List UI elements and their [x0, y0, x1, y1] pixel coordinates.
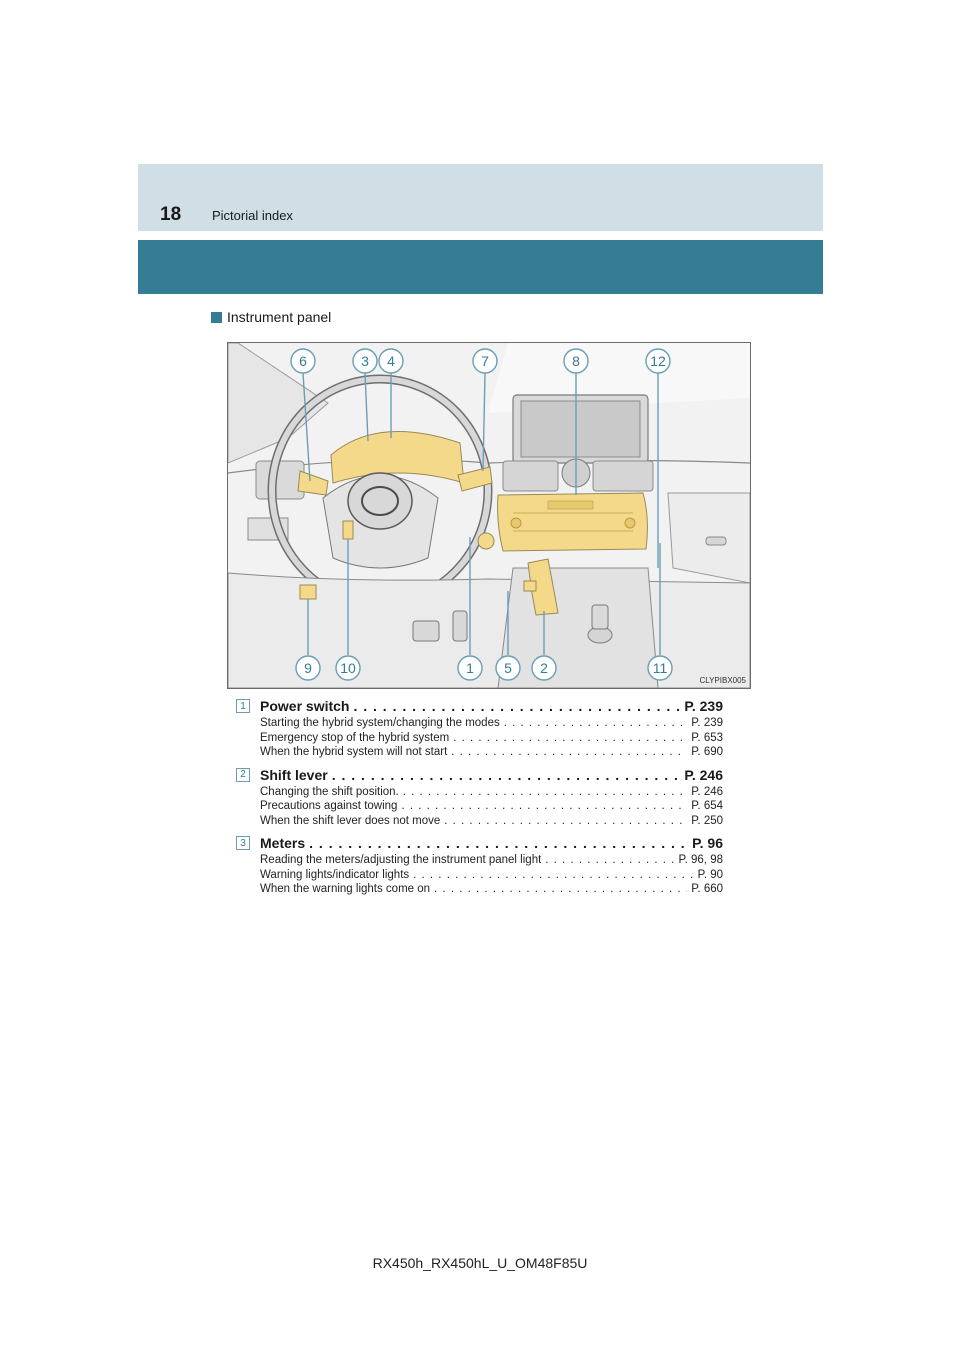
entry-page-ref[interactable]: P. 96 [692, 835, 723, 851]
entry-heading[interactable] [260, 834, 723, 853]
sub-entry[interactable] [260, 745, 723, 760]
sub-entry-label: Reading the meters/adjusting the instrument panel light [260, 854, 542, 866]
sub-entry-label: Starting the hybrid system/changing the modes [260, 717, 500, 729]
dashboard-drawing [228, 343, 750, 688]
figure-code: CLYPIBX005 [699, 676, 746, 685]
sub-entry-label: Emergency stop of the hybrid system [260, 731, 450, 744]
leader-dots [434, 882, 687, 897]
callout-label: 6 [299, 353, 307, 369]
sub-entry-label: When the warning lights come on [260, 883, 431, 895]
callout-label: 7 [481, 353, 489, 369]
sub-entry[interactable] [260, 814, 723, 829]
callout-label: 3 [361, 353, 369, 369]
leader-dots [444, 814, 687, 829]
leader-dots [451, 745, 687, 760]
sub-entry[interactable] [260, 853, 723, 868]
leader-dots [453, 731, 687, 746]
entry-heading[interactable] [260, 697, 723, 716]
leader-dots [353, 697, 680, 716]
leader-dots [332, 766, 681, 785]
sub-entry[interactable] [260, 785, 723, 800]
entry-heading[interactable] [260, 766, 723, 785]
sub-entry-label: When the hybrid system will not start [260, 746, 448, 758]
square-bullet-icon [211, 312, 222, 323]
subsection-heading [211, 309, 331, 325]
callout-label: 9 [304, 660, 312, 676]
leader-dots [403, 785, 688, 800]
sub-entry[interactable] [260, 882, 723, 897]
callout-label: 1 [466, 660, 474, 676]
leader-dots [504, 716, 688, 731]
index-entry [236, 834, 723, 897]
sub-entry-label: Precautions against towing [260, 800, 398, 812]
leader-dots [401, 799, 687, 814]
title-band [138, 240, 823, 294]
index-entry [236, 697, 723, 760]
callout-label: 12 [650, 353, 666, 369]
index-entry [236, 766, 723, 829]
sub-entry[interactable] [260, 731, 723, 746]
entry-label: Power switch [260, 698, 350, 714]
sub-entry-label: Changing the shift position. [260, 785, 399, 798]
callout-label: 2 [540, 660, 548, 676]
callout-label: 5 [504, 660, 512, 676]
section-title: Pictorial index [212, 208, 293, 223]
entry-number: 2 [236, 768, 250, 782]
sub-entry[interactable] [260, 868, 723, 883]
entry-number: 1 [236, 699, 250, 713]
sub-entry-label: Warning lights/indicator lights [260, 868, 410, 881]
entry-label: Meters [260, 835, 306, 851]
entry-number: 3 [236, 836, 250, 850]
sub-entry[interactable] [260, 799, 723, 814]
callout-label: 4 [387, 353, 395, 369]
sub-entry-page-ref[interactable]: P. 250 [691, 814, 723, 827]
sub-entry-label: When the shift lever does not move [260, 814, 441, 827]
instrument-panel-illustration [227, 342, 751, 689]
subsection-title: Instrument panel [227, 309, 332, 325]
sub-entry[interactable] [260, 716, 723, 731]
sub-entry-page-ref[interactable]: P. 660 [691, 883, 723, 895]
sub-entry-page-ref[interactable]: P. 239 [691, 717, 723, 729]
sub-entry-page-ref[interactable]: P. 96, 98 [678, 854, 723, 866]
header-band [138, 164, 823, 231]
sub-entry-page-ref[interactable]: P. 653 [691, 731, 723, 744]
callout-label: 11 [652, 660, 668, 676]
leader-dots [309, 834, 688, 853]
entry-page-ref[interactable]: P. 246 [684, 766, 723, 783]
callout-label: 8 [572, 353, 580, 369]
entry-page-ref[interactable]: P. 239 [684, 698, 723, 714]
sub-entry-page-ref[interactable]: P. 690 [691, 746, 723, 758]
index-entries [236, 697, 723, 903]
leader-dots [413, 868, 693, 883]
sub-entry-page-ref[interactable]: P. 90 [697, 868, 723, 881]
leader-dots [545, 853, 674, 868]
sub-entry-page-ref[interactable]: P. 246 [691, 785, 723, 798]
sub-entry-page-ref[interactable]: P. 654 [691, 800, 723, 812]
page-number: 18 [160, 204, 182, 225]
footer-model-code: RX450h_RX450hL_U_OM48F85U [372, 1255, 588, 1271]
callout-label: 10 [340, 660, 356, 676]
entry-label: Shift lever [260, 766, 328, 783]
